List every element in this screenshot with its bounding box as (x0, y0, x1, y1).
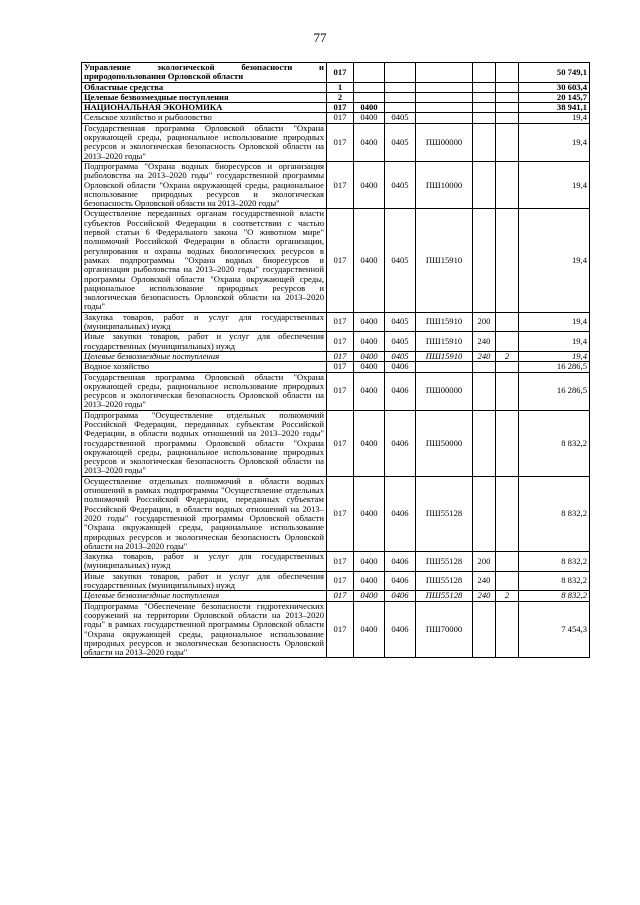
section-code-cell (354, 63, 385, 83)
glava-code-cell: 017 (327, 476, 354, 551)
subsection-code-cell: 0406 (385, 591, 416, 601)
glava-code-cell: 017 (327, 161, 354, 208)
amount-cell: 8 832,2 (519, 571, 590, 591)
expense-type-cell: 240 (473, 351, 496, 361)
subsection-code-cell: 0406 (385, 362, 416, 372)
target-article-cell: ПШ15910 (416, 332, 473, 352)
expense-type-cell (473, 123, 496, 161)
amount-cell: 16 286,5 (519, 362, 590, 372)
expense-type-cell: 240 (473, 571, 496, 591)
subsection-code-cell: 0406 (385, 476, 416, 551)
row-name-cell: Закупка товаров, работ и услуг для государственных (муниципальных) нужд (82, 552, 327, 572)
section-code-cell: 0400 (354, 372, 385, 410)
row-name-cell: Подпрограмма "Обеспечение безопасности гидротехнических сооружений на территории Орловской области на 2013–2020 годы" в рамках государственной программы Орловской области "Охрана окружающей среды, рациональное использование природных ресурсов и экологическая безопасность Орловской области на 2013–2020 годы" (82, 601, 327, 658)
target-article-cell (416, 63, 473, 83)
subsection-code-cell: 0405 (385, 351, 416, 361)
expense-type-cell (473, 103, 496, 113)
glava-code-cell: 017 (327, 410, 354, 476)
table-row (82, 362, 590, 372)
subsection-code-cell (385, 63, 416, 83)
glava-code-cell: 017 (327, 601, 354, 658)
target-article-cell (416, 103, 473, 113)
amount-cell: 7 454,3 (519, 601, 590, 658)
row-name-cell: Целевые безвозмездные поступления (82, 591, 327, 601)
funding-source-cell (496, 63, 519, 83)
glava-code-cell: 017 (327, 332, 354, 352)
glava-code-cell: 017 (327, 351, 354, 361)
row-name-cell: НАЦИОНАЛЬНАЯ ЭКОНОМИКА (82, 103, 327, 113)
expense-type-cell (473, 410, 496, 476)
target-article-cell: ПШ15910 (416, 209, 473, 312)
section-code-cell: 0400 (354, 351, 385, 361)
subsection-code-cell (385, 82, 416, 92)
section-code-cell: 0400 (354, 161, 385, 208)
table-row (82, 476, 590, 551)
funding-source-cell (496, 476, 519, 551)
row-name-cell: Государственная программа Орловской области "Охрана окружающей среды, рациональное использование природных ресурсов и экологическая безопасность Орловской области на 2013–2020 годы" (82, 372, 327, 410)
amount-cell: 19,4 (519, 312, 590, 332)
section-code-cell: 0400 (354, 591, 385, 601)
funding-source-cell (496, 410, 519, 476)
funding-source-cell (496, 103, 519, 113)
section-code-cell: 0400 (354, 410, 385, 476)
expense-type-cell (473, 476, 496, 551)
amount-cell: 19,4 (519, 351, 590, 361)
glava-code-cell: 017 (327, 113, 354, 123)
subsection-code-cell: 0406 (385, 571, 416, 591)
expense-type-cell: 240 (473, 332, 496, 352)
expense-type-cell (473, 209, 496, 312)
row-name-cell: Сельское хозяйство и рыболовство (82, 113, 327, 123)
funding-source-cell: 2 (496, 591, 519, 601)
section-code-cell: 0400 (354, 476, 385, 551)
expense-type-cell (473, 362, 496, 372)
section-code-cell: 0400 (354, 571, 385, 591)
section-code-cell: 0400 (354, 209, 385, 312)
subsection-code-cell (385, 92, 416, 102)
glava-code-cell: 017 (327, 362, 354, 372)
glava-code-cell: 2 (327, 92, 354, 102)
subsection-code-cell: 0405 (385, 312, 416, 332)
amount-cell: 19,4 (519, 123, 590, 161)
target-article-cell: ПШ00000 (416, 123, 473, 161)
row-name-cell: Целевые безвозмездные поступления (82, 351, 327, 361)
table-row (82, 351, 590, 361)
amount-cell: 8 832,2 (519, 591, 590, 601)
row-name-cell: Закупка товаров, работ и услуг для государственных (муниципальных) нужд (82, 312, 327, 332)
funding-source-cell (496, 92, 519, 102)
table-row (82, 82, 590, 92)
target-article-cell: ПШ50000 (416, 410, 473, 476)
glava-code-cell: 017 (327, 123, 354, 161)
subsection-code-cell: 0406 (385, 552, 416, 572)
expense-type-cell: 200 (473, 312, 496, 332)
table-body (82, 63, 590, 658)
section-code-cell: 0400 (354, 312, 385, 332)
amount-cell: 30 603,4 (519, 82, 590, 92)
glava-code-cell: 1 (327, 82, 354, 92)
expense-type-cell (473, 82, 496, 92)
funding-source-cell (496, 113, 519, 123)
row-name-cell: Управление экологической безопасности и природопользования Орловской области (82, 63, 327, 83)
subsection-code-cell: 0406 (385, 372, 416, 410)
glava-code-cell: 017 (327, 591, 354, 601)
target-article-cell: ПШ55128 (416, 591, 473, 601)
table-row (82, 113, 590, 123)
amount-cell: 8 832,2 (519, 410, 590, 476)
expense-type-cell (473, 63, 496, 83)
funding-source-cell (496, 82, 519, 92)
table-row (82, 332, 590, 352)
amount-cell: 19,4 (519, 113, 590, 123)
glava-code-cell: 017 (327, 552, 354, 572)
glava-code-cell: 017 (327, 103, 354, 113)
subsection-code-cell: 0405 (385, 113, 416, 123)
row-name-cell: Осуществление отдельных полномочий в области водных отношений в рамках подпрограммы "Осуществление отдельных полномочий Российской Федерации, переданных субъектам Российской Федерации, в области водных отношений на 2013–2020 годы" государственной программы Орловской области "Охрана окружающей среды, рациональное использование природных ресурсов и экологическая безопасность Орловской области на 2013–2020 годы" (82, 476, 327, 551)
target-article-cell: ПШ70000 (416, 601, 473, 658)
funding-source-cell (496, 571, 519, 591)
row-name-cell: Подпрограмма "Осуществление отдельных полномочий Российской Федерации, переданных субъектам Российской Федерации, в области водных отношений на 2013–2020 годы" государственной программы Орловской области "Охрана окружающей среды, рациональное использование природных ресурсов и экологическая безопасность Орловской области на 2013–2020 годы" (82, 410, 327, 476)
section-code-cell (354, 82, 385, 92)
amount-cell: 8 832,2 (519, 552, 590, 572)
target-article-cell: ПШ55128 (416, 476, 473, 551)
section-code-cell: 0400 (354, 103, 385, 113)
section-code-cell: 0400 (354, 113, 385, 123)
glava-code-cell: 017 (327, 209, 354, 312)
row-name-cell: Государственная программа Орловской области "Охрана окружающей среды, рациональное использование природных ресурсов и экологическая безопасность Орловской области на 2013–2020 годы" (82, 123, 327, 161)
row-name-cell: Подпрограмма "Охрана водных биоресурсов и организация рыболовства на 2013–2020 годы" государственной программы Орловской области "Охрана окружающей среды, рациональное использование природных ресурсов и экологическая безопасность Орловской области на 2013–2020 годы" (82, 161, 327, 208)
expense-type-cell (473, 161, 496, 208)
target-article-cell: ПШ10000 (416, 161, 473, 208)
row-name-cell: Иные закупки товаров, работ и услуг для обеспечения государственных (муниципальных) нужд (82, 571, 327, 591)
amount-cell: 8 832,2 (519, 476, 590, 551)
subsection-code-cell (385, 103, 416, 113)
target-article-cell (416, 113, 473, 123)
funding-source-cell: 2 (496, 351, 519, 361)
section-code-cell: 0400 (354, 601, 385, 658)
amount-cell: 16 286,5 (519, 372, 590, 410)
table-row (82, 410, 590, 476)
amount-cell: 20 145,7 (519, 92, 590, 102)
expense-type-cell (473, 601, 496, 658)
table-row (82, 123, 590, 161)
table-row (82, 591, 590, 601)
target-article-cell: ПШ55128 (416, 552, 473, 572)
target-article-cell: ПШ55128 (416, 571, 473, 591)
funding-source-cell (496, 123, 519, 161)
table-row (82, 103, 590, 113)
glava-code-cell: 017 (327, 312, 354, 332)
funding-source-cell (496, 161, 519, 208)
target-article-cell: ПШ15910 (416, 312, 473, 332)
row-name-cell: Целевые безвозмездные поступления (82, 92, 327, 102)
expense-type-cell: 240 (473, 591, 496, 601)
expense-type-cell (473, 92, 496, 102)
section-code-cell: 0400 (354, 362, 385, 372)
glava-code-cell: 017 (327, 63, 354, 83)
funding-source-cell (496, 332, 519, 352)
funding-source-cell (496, 362, 519, 372)
subsection-code-cell: 0406 (385, 410, 416, 476)
amount-cell: 50 749,1 (519, 63, 590, 83)
expense-type-cell (473, 113, 496, 123)
subsection-code-cell: 0405 (385, 161, 416, 208)
section-code-cell: 0400 (354, 332, 385, 352)
funding-source-cell (496, 372, 519, 410)
subsection-code-cell: 0405 (385, 123, 416, 161)
section-code-cell (354, 92, 385, 102)
row-name-cell: Областные средства (82, 82, 327, 92)
amount-cell: 19,4 (519, 332, 590, 352)
funding-source-cell (496, 312, 519, 332)
section-code-cell: 0400 (354, 123, 385, 161)
table-row (82, 601, 590, 658)
table-row (82, 552, 590, 572)
row-name-cell: Водное хозяйство (82, 362, 327, 372)
subsection-code-cell: 0406 (385, 601, 416, 658)
glava-code-cell: 017 (327, 571, 354, 591)
expense-type-cell: 200 (473, 552, 496, 572)
table-row (82, 571, 590, 591)
amount-cell: 19,4 (519, 161, 590, 208)
row-name-cell: Осуществление переданных органам государственной власти субъектов Российской Федерации в соответствии с частью первой статьи 6 Федерального закона "О животном мире" полномочий Российской Федерации в области организации, регулирования и охраны водных биологических ресурсов в рамках подпрограммы "Охрана водных биоресурсов и организация рыболовства на 2013–2020 годы" государственной программы Орловской области "Охрана окружающей среды, рациональное использование природных ресурсов и экологическая безопасность Орловской области на 2013–2020 годы" (82, 209, 327, 312)
funding-source-cell (496, 209, 519, 312)
table-row (82, 161, 590, 208)
table-row (82, 209, 590, 312)
target-article-cell: ПШ15910 (416, 351, 473, 361)
target-article-cell (416, 92, 473, 102)
target-article-cell (416, 82, 473, 92)
amount-cell: 38 941,1 (519, 103, 590, 113)
table-row (82, 63, 590, 83)
budget-table (81, 62, 590, 658)
glava-code-cell: 017 (327, 372, 354, 410)
funding-source-cell (496, 601, 519, 658)
funding-source-cell (496, 552, 519, 572)
amount-cell: 19,4 (519, 209, 590, 312)
table-row (82, 372, 590, 410)
table-row (82, 92, 590, 102)
expense-type-cell (473, 372, 496, 410)
target-article-cell: ПШ00000 (416, 372, 473, 410)
subsection-code-cell: 0405 (385, 209, 416, 312)
row-name-cell: Иные закупки товаров, работ и услуг для обеспечения государственных (муниципальных) нужд (82, 332, 327, 352)
subsection-code-cell: 0405 (385, 332, 416, 352)
page-number: 77 (313, 30, 327, 45)
target-article-cell (416, 362, 473, 372)
table-row (82, 312, 590, 332)
section-code-cell: 0400 (354, 552, 385, 572)
